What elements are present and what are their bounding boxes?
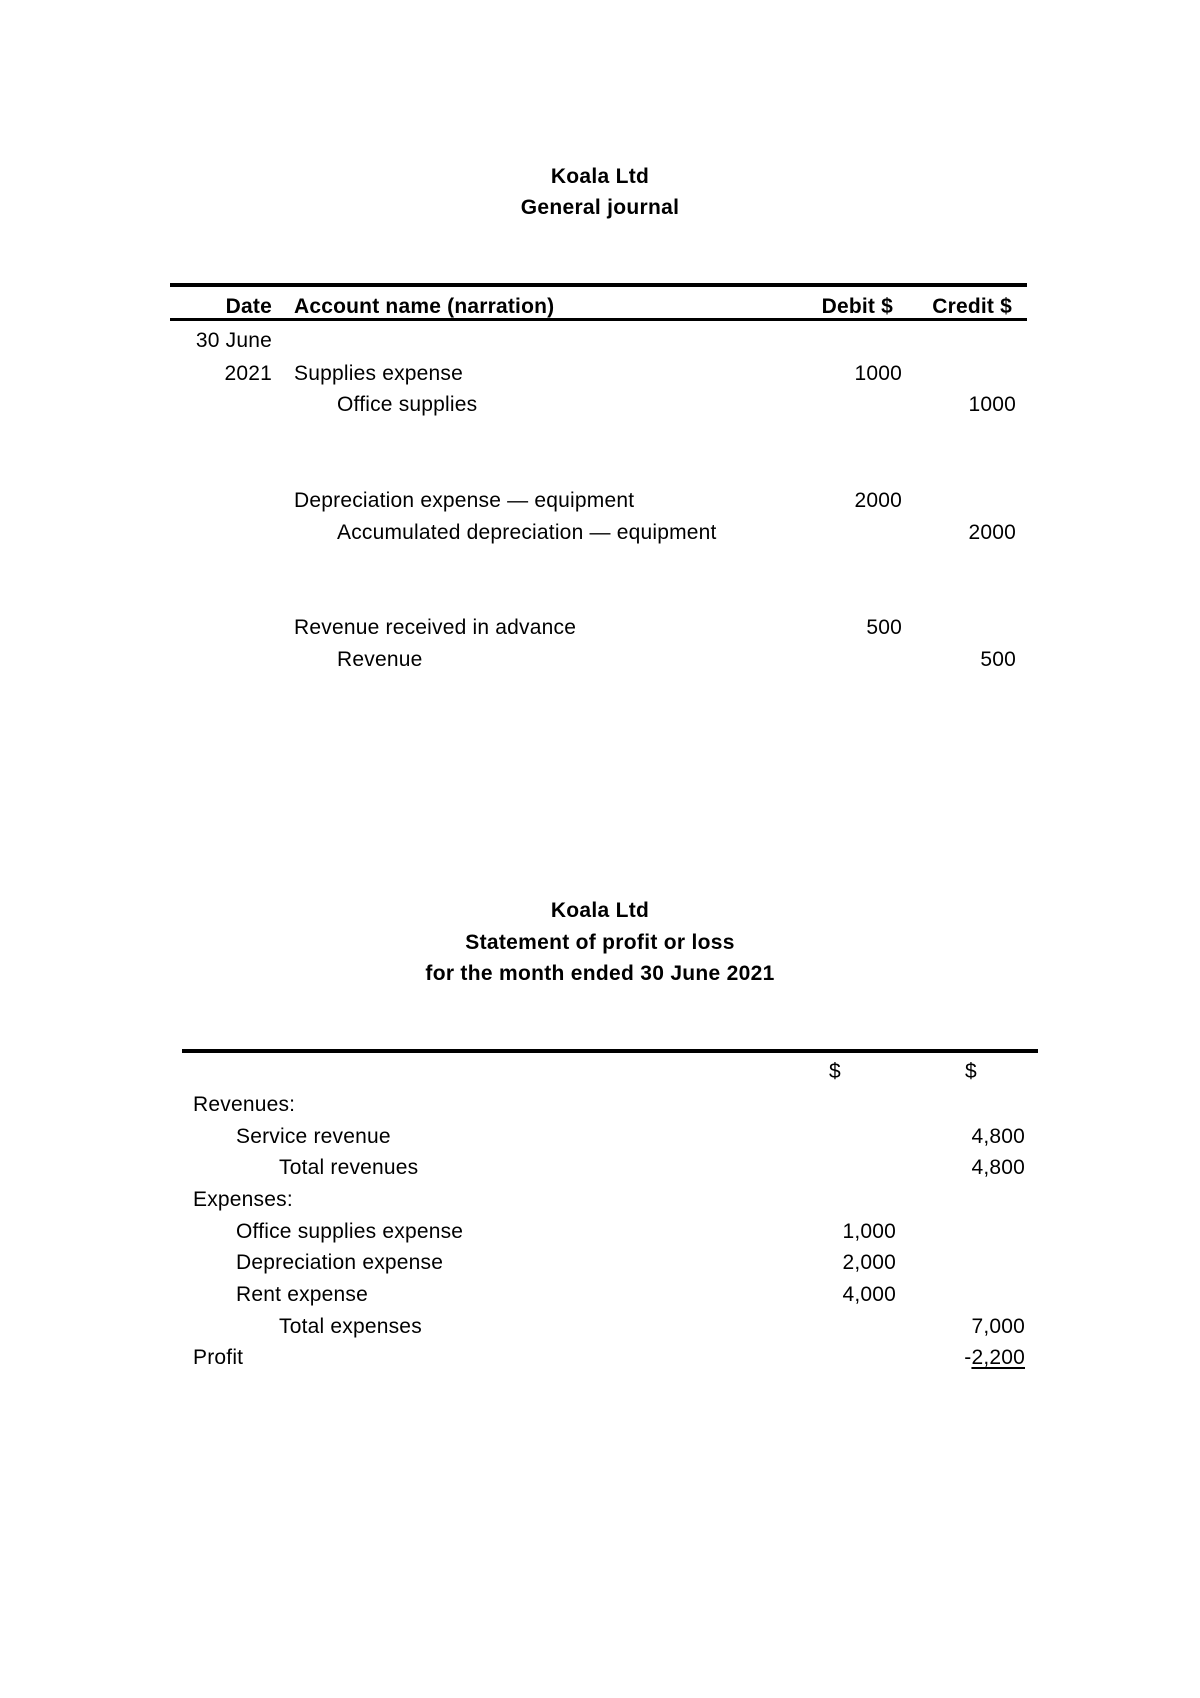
- profit-sign: -: [964, 1346, 972, 1369]
- journal-company: Koala Ltd: [550, 165, 650, 188]
- statement-company: Koala Ltd: [550, 899, 650, 922]
- expense-item-label: Rent expense: [236, 1283, 368, 1306]
- entry-1-debit-amount: 1000: [854, 362, 902, 385]
- total-revenues-label: Total revenues: [279, 1156, 419, 1179]
- entry-1-credit-account: Office supplies: [337, 393, 478, 416]
- journal-date-line2: 2021: [224, 362, 272, 385]
- header-debit: Debit $: [821, 295, 893, 318]
- profit-amount: [880, 1346, 1025, 1370]
- entry-2-credit-account: Accumulated depreciation — equipment: [337, 521, 717, 544]
- entry-2-debit-amount: 2000: [854, 489, 902, 512]
- statement-top-rule: [182, 1049, 1038, 1053]
- entry-2-debit-account: Depreciation expense — equipment: [294, 489, 635, 512]
- expense-item-amount: 2,000: [842, 1251, 896, 1274]
- statement-col2-header: $: [965, 1060, 977, 1083]
- total-expenses-label: Total expenses: [279, 1315, 422, 1338]
- expenses-label: Expenses:: [193, 1188, 293, 1211]
- journal-date-line1: 30 June: [195, 329, 272, 352]
- profit-value: 2,200: [971, 1346, 1025, 1369]
- entry-2-credit-amount: 2000: [968, 521, 1016, 544]
- header-credit: Credit $: [932, 295, 1012, 318]
- expense-item-amount: 4,000: [842, 1283, 896, 1306]
- entry-1-debit-account: Supplies expense: [294, 362, 463, 385]
- header-account: Account name (narration): [294, 295, 555, 318]
- service-revenue-amount: 4,800: [971, 1125, 1025, 1148]
- total-expenses-amount: 7,000: [971, 1315, 1025, 1338]
- profit-label: Profit: [193, 1346, 244, 1369]
- statement-col1-header: $: [829, 1060, 841, 1083]
- entry-3-credit-amount: 500: [980, 648, 1016, 671]
- entry-3-debit-amount: 500: [866, 616, 902, 639]
- journal-top-rule: [170, 283, 1027, 287]
- expense-item-label: Office supplies expense: [236, 1220, 464, 1243]
- entry-3-debit-account: Revenue received in advance: [294, 616, 577, 639]
- journal-title: General journal: [520, 196, 680, 219]
- entry-3-credit-account: Revenue: [337, 648, 423, 671]
- service-revenue-label: Service revenue: [236, 1125, 391, 1148]
- statement-period: for the month ended 30 June 2021: [425, 962, 775, 985]
- total-revenues-amount: 4,800: [971, 1156, 1025, 1179]
- journal-header-rule: [170, 318, 1027, 321]
- header-date: Date: [225, 295, 272, 318]
- revenues-label: Revenues:: [193, 1093, 296, 1116]
- entry-1-credit-amount: 1000: [968, 393, 1016, 416]
- expense-item-amount: 1,000: [842, 1220, 896, 1243]
- expense-item-label: Depreciation expense: [236, 1251, 444, 1274]
- statement-title: Statement of profit or loss: [465, 931, 735, 954]
